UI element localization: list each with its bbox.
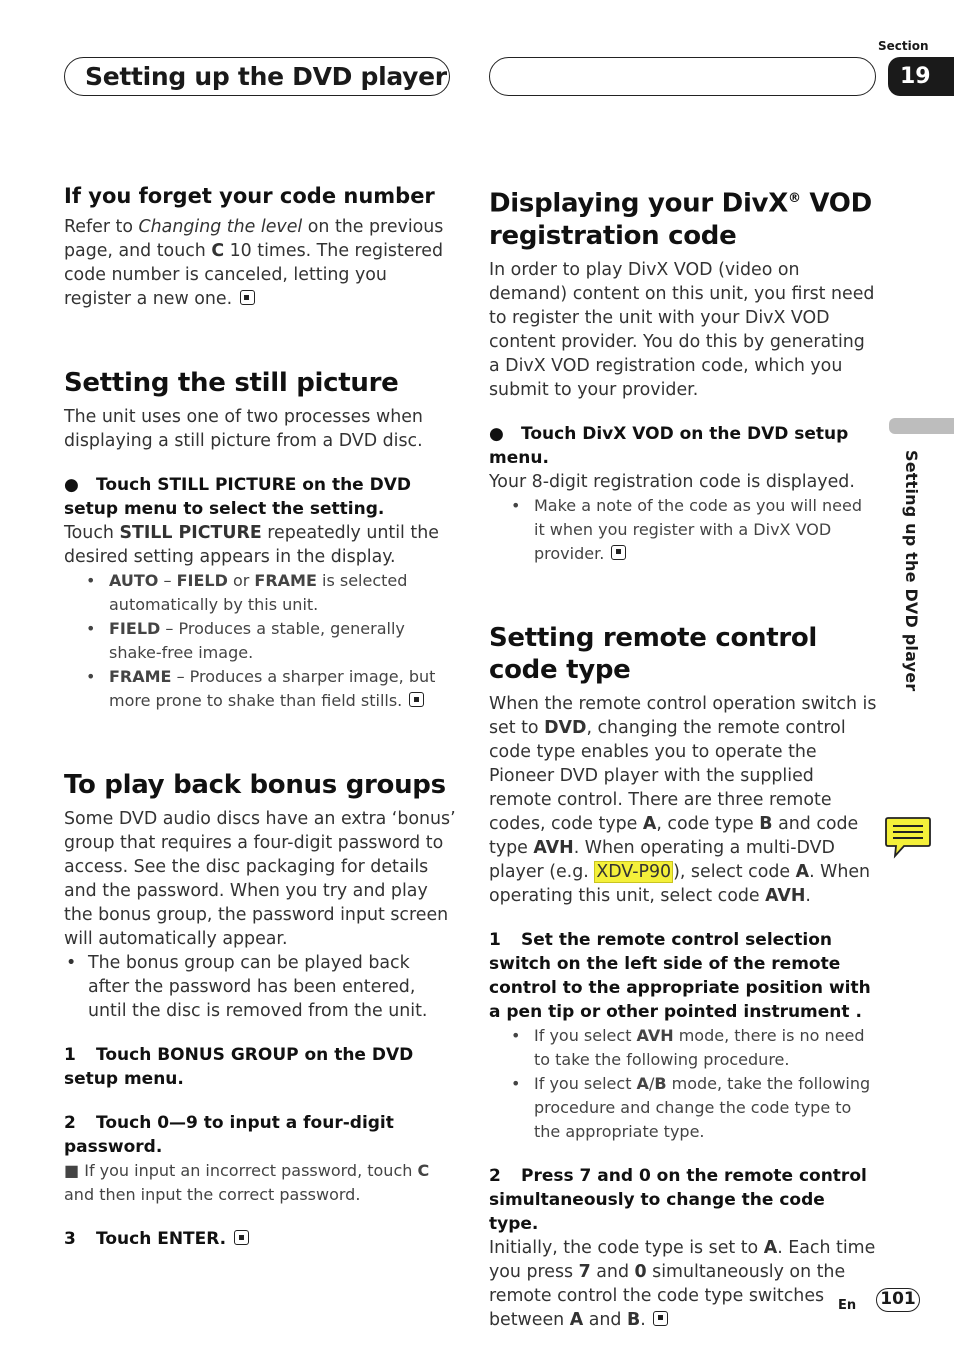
section-label: Section [878, 39, 929, 53]
bonus-step-1: 1 Touch BONUS GROUP on the DVD setup menu. [64, 1045, 414, 1089]
end-mark-icon [409, 692, 424, 707]
divx-heading: Displaying your DivX® VOD registration code [489, 188, 872, 251]
bonus-intro: Some DVD audio discs have an extra ‘bonus’ group that requires a four-digit password to access. See the disc packaging for details and the password. When you try and play the bonus group, the password input screen will automatically appear. [64, 809, 456, 949]
still-paragraph: Touch STILL PICTURE repeatedly until the desired setting appears in the display. [64, 523, 439, 567]
note-icon [884, 815, 932, 859]
bonus-step-2-note: ■ If you input an incorrect password, touch C and then input the correct password. [64, 1161, 430, 1204]
side-tab-bar [889, 418, 954, 434]
bullet-dot-icon: ● [64, 475, 79, 495]
page-number: 101 [876, 1288, 920, 1312]
still-intro: The unit uses one of two processes when displaying a still picture from a DVD disc. [64, 407, 423, 451]
divx-paragraph: Your 8-digit registration code is displayed. [489, 471, 855, 492]
still-step: ● Touch STILL PICTURE on the DVD setup menu to select the setting. [64, 475, 412, 519]
end-mark-icon [240, 290, 255, 305]
still-bullet-frame: • FRAME – Produces a sharper image, but more prone to shake than field stills. [64, 665, 456, 713]
header-title: Setting up the DVD player [85, 62, 447, 91]
bonus-heading: To play back bonus groups [64, 770, 446, 800]
bonus-bullet: • The bonus group can be played back after the password has been entered, until the disc is removed from the unit. [64, 951, 456, 1023]
divx-bullet: • Make a note of the code as you will need it when you register with a DivX VOD provider. [489, 494, 877, 566]
bullet-dot-icon: ● [489, 423, 504, 444]
forget-heading: If you forget your code number [64, 184, 435, 208]
header-title-pill [64, 57, 450, 96]
remote-bullet-avh: • If you select AVH mode, there is no need to take the following procedure. [489, 1024, 877, 1072]
remote-step-2: 2 Press 7 and 0 on the remote control simultaneously to change the code type. [489, 1165, 867, 1234]
square-bullet-icon: ■ [64, 1161, 80, 1180]
end-mark-icon [611, 545, 626, 560]
divx-intro: In order to play DivX VOD (video on demand) content on this unit, you first need to register the unit with your DivX VOD content provider. You do this by generating a DivX VOD registration code, which you submit to your provider. [489, 259, 875, 400]
still-bullet-auto: • AUTO – FIELD or FRAME is selected automatically by this unit. [64, 569, 456, 617]
divx-step: ● Touch DivX VOD on the DVD setup menu. [489, 423, 849, 468]
section-number: 19 [888, 57, 954, 96]
end-mark-icon [653, 1311, 668, 1326]
footer-language: En [838, 1298, 857, 1313]
side-tab-label: Setting up the DVD player [902, 450, 921, 692]
end-mark-icon [234, 1230, 249, 1245]
remote-bullet-ab: • If you select A/B mode, take the following procedure and change the code type to the appropriate type. [489, 1072, 877, 1144]
remote-intro: When the remote control operation switch is set to DVD, changing the remote control code type enables you to operate the Pioneer DVD player with the supplied remote control. There are three remote codes, code type A, code type B and code type AVH. When operating a multi-DVD player (e.g. XDV-P90 ), select code A. When operating this unit, select code AVH. [489, 693, 877, 906]
forget-paragraph: Refer to Changing the level on the previous page, and touch C 10 times. The registered code number is canceled, letting you register a new one. [64, 217, 444, 309]
bonus-step-3: 3 Touch ENTER. [64, 1227, 456, 1251]
still-heading: Setting the still picture [64, 368, 399, 398]
still-bullet-field: • FIELD – Produces a stable, generally shake-free image. [64, 617, 456, 665]
bonus-step-2: 2 Touch 0—9 to input a four-digit password. [64, 1113, 394, 1157]
remote-heading: Setting remote control code type [489, 622, 818, 685]
remote-step-1: 1 Set the remote control selection switch on the left side of the remote control to the appropriate position with a pen tip or other pointed instrument . [489, 929, 871, 1022]
left-column [64, 183, 456, 1251]
remote-paragraph: Initially, the code type is set to A. Each time you press 7 and 0 simultaneously on the remote control the code type switches between A and B. [489, 1237, 876, 1330]
right-column [489, 183, 877, 1332]
model-highlight: XDV-P90 [596, 861, 672, 882]
header-blank-pill [489, 57, 876, 96]
